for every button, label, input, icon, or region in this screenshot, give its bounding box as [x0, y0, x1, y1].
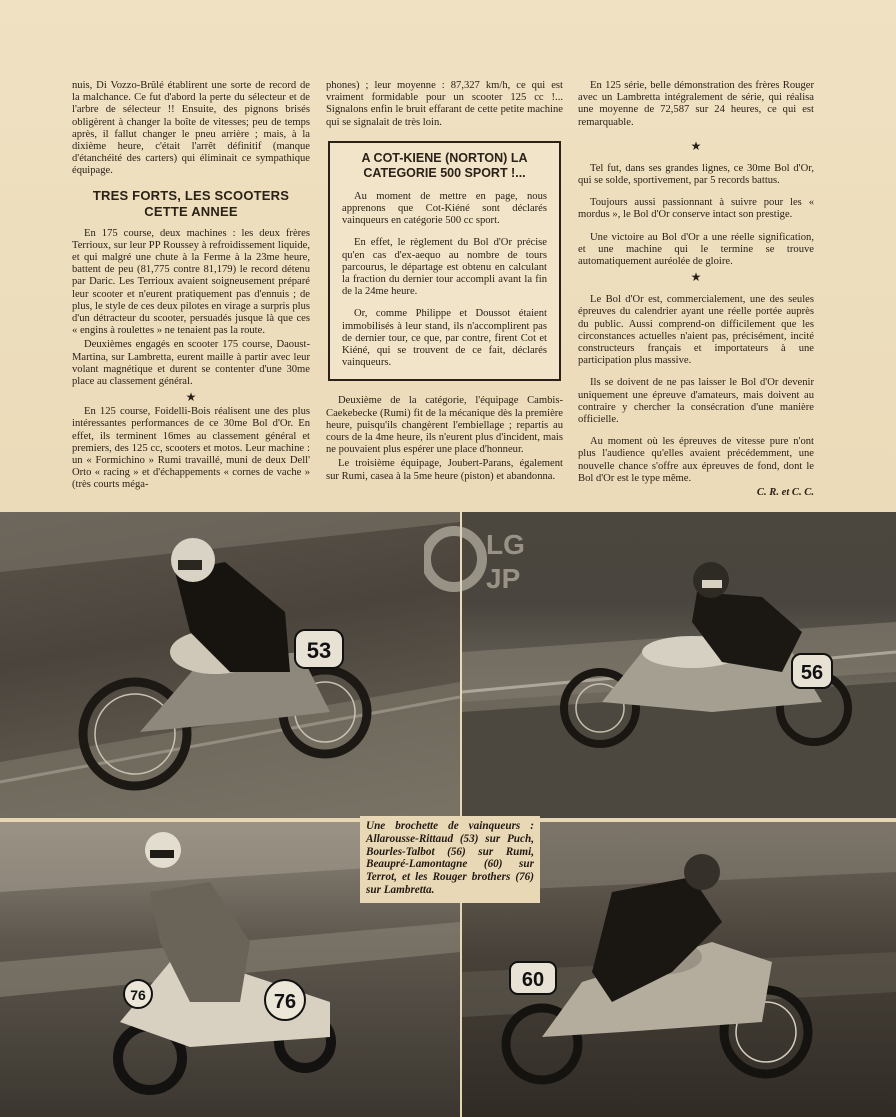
paragraph: Au moment où les épreuves de vitesse pure n'ont plus l'audience qu'elles avaient précédemment, une nouvelle chance s'offre aux épreuves de fond, dont le Bol d'Or est le type même. [578, 436, 814, 484]
paragraph: Deuxième de la catégorie, l'équipage Cambis-Caekebecke (Rumi) fit de la mécanique dès la première heure, puisqu'ils changèrent l'embiellage ; repartis au cours de la 4me heure, ils n'eurent plus d'incident, mais ne pouvaient plus espérer une place d'honneur. [326, 395, 563, 456]
star-separator: ★ [690, 270, 702, 285]
paragraph: En 175 course, deux machines : les deux frères Terrioux, sur leur PP Roussey à refroidissement liquide, et qui malgré une chute à la Ferme à la 23me heure, battent de peu (81,775 contre 81,179) le record détenu par Daric. Les Terrioux avaient soigneusement préparé leur scooter et n'eurent pratiquement pas d'ennuis ; de plus, le style de ces deux pilotes en virage a surpris plus d'un détracteur du scooter, persuadés jusque là que ces « engins à roulettes » ne tenaient pas la route. [72, 227, 310, 337]
paragraph: nuis, Di Vozzo-Brûlé établirent une sorte de record de la malchance. Ce fut d'abord la perte du sélecteur et de l'arbre de sélecteur !! Ensuite, des pignons brisés obligèrent à changer la boîte de vitesses; peu de temps après, il fallut changer le pneu arrière ; mais, à la dixième heure, c'était l'arrêt définitif (manque d'étanchéité des carters) qui éliminait ce sympathique équipage. [72, 80, 310, 177]
paragraph: Le Bol d'Or est, commercialement, une des seules épreuves du calendrier ayant une réelle portée auprès du public. Aussi comprend-on difficilement que les circonstances actuelles n'aient pas, précisément, incité constructeurs français et importateurs à une participation plus massive. [578, 294, 814, 367]
paragraph: Tel fut, dans ses grandes lignes, ce 30me Bol d'Or, qui se solde, sportivement, par 5 records battus. [578, 162, 814, 187]
photo-rider-56 [462, 512, 896, 818]
star-separator: ★ [185, 390, 197, 405]
paragraph: Le troisième équipage, Joubert-Parans, également sur Rumi, casea à la 5me heure (piston) et abandonna. [326, 458, 563, 482]
photo-rider-53 [0, 512, 460, 818]
paragraph: En effet, le règlement du Bol d'Or précise qu'en cas d'ex-aequo au nombre de tours parcourus, le départage est obtenu en calculant la fraction du dernier tour accompli avant la fin de la 24me heure. [342, 237, 547, 298]
paragraph: Deuxièmes engagés en scooter 175 course, Daoust-Martina, sur Lambretta, eurent maille à partir avec leur volant magnétique et durent se contenter d'une 30me place au classement général. [72, 339, 310, 388]
paragraph: Ils se doivent de ne pas laisser le Bol d'Or devenir uniquement une épreuve d'amateurs, mais doivent au contraire y chercher la consécration d'une manière officielle. [578, 377, 814, 426]
paragraph: Au moment de mettre en page, nous apprenons que Cot-Kiéné sont déclarés vainqueurs en catégorie 500 cc sport. [342, 190, 547, 227]
section-heading: TRES FORTS, LES SCOOTERS CETTE ANNEE [92, 187, 290, 219]
race-number-56: 56 [800, 662, 824, 684]
race-number-60: 60 [521, 969, 545, 991]
paragraph: phones) ; leur moyenne : 87,327 km/h, ce qui est vraiment formidable pour un scooter 125 cc !... Signalons enfin le bruit effarant de cette petite machine qui se signalait de très loin. [326, 80, 563, 128]
race-number-76: 76 [273, 991, 297, 1013]
paragraph: Or, comme Philippe et Doussot étaient immobilisés à leur stand, ils n'accomplirent pas de dernier tour, ce que, par contre, firent Cot et Kiéné, qui se trouvent de ce fait, déclarés vainqueurs. [342, 308, 547, 369]
star-separator: ★ [690, 138, 702, 153]
paragraph: En 125 course, Foidelli-Bois réalisent une des plus intéressantes performances de ce 30me Bol d'Or. En effet, ils terminent 16mes au classement général et premiers, des 125 cc, scooters et motos. Leur machine : un « Formichino » Rumi travaillé, muni de deux Dell' Orto « racing » et d'échappements « cornes de vache » (très courts méga- [72, 406, 310, 491]
text-column-1 [72, 80, 310, 494]
text-column-2 [326, 80, 563, 485]
photo-caption: Une brochette de vainqueurs : Allarousse-Rittaud (53) sur Puch, Bourles-Talbot (56) sur Rumi, Beaupré-Lamontagne (60) sur Terrot, et les Rouger brothers (76) sur Lambretta. [360, 816, 540, 903]
race-number-53: 53 [306, 638, 332, 663]
author-signature: C. R. et C. C. [756, 487, 814, 499]
watermark-text-top: LG [486, 529, 524, 560]
watermark-logo [424, 514, 524, 604]
paragraph: En 125 série, belle démonstration des frères Rouger avec un Lambretta intégralement de série, qui réalisa une moyenne de 72,587 sur 24 heures, ce qui est remarquable. [578, 80, 814, 128]
box-title: A COT-KIENE (NORTON) LA CATEGORIE 500 SPORT !... [361, 150, 528, 180]
text-column-3 [578, 80, 814, 501]
paragraph: Une victoire au Bol d'Or a une réelle signification, et une machine qui le termine se trouve automatiquement auréolée de gloire. [578, 231, 814, 268]
paragraph: Toujours aussi passionnant à suivre pour les « mordus », le Bol d'Or conserve intact son prestige. [578, 197, 814, 221]
watermark-text-bottom: JP [486, 563, 521, 594]
race-number-76-front: 76 [130, 987, 146, 1003]
news-box [328, 141, 561, 382]
